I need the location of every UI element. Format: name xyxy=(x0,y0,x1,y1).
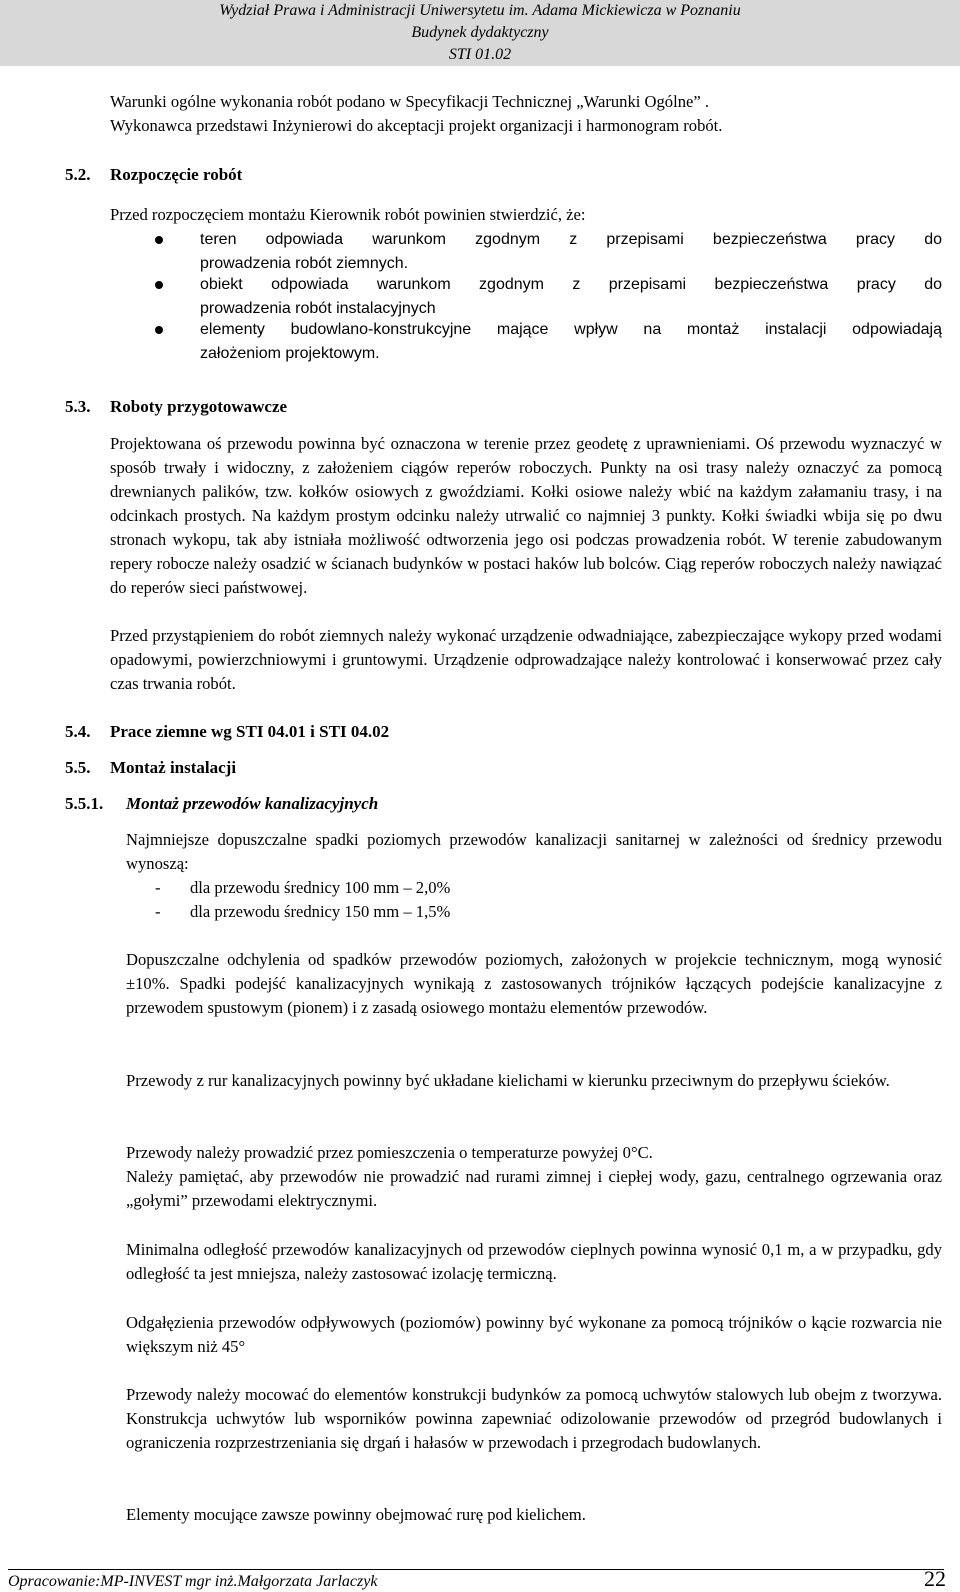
intro-line-1: Warunki ogólne wykonania robót podano w Specyfikacji Technicznej „Warunki Ogólne” . xyxy=(110,92,710,111)
footer-divider xyxy=(8,1569,944,1570)
list-dash: - xyxy=(155,902,161,921)
bullet-2-line-1: obiekt odpowiada warunkom zgodnym z przepisami bezpieczeństwa pracy do xyxy=(200,276,942,293)
section-5-5-1-number: 5.5.1. xyxy=(65,794,104,813)
header-spec-code: STI 01.02 xyxy=(448,46,512,63)
section-5-2-number: 5.2. xyxy=(65,165,91,184)
bullet-3-line-2: założeniom projektowym. xyxy=(200,345,380,362)
header-institution: Wydział Prawa i Administracji Uniwersytetu im. Adama Mickiewicza w Poznaniu xyxy=(219,2,741,19)
list-item: dla przewodu średnicy 150 mm – 1,5% xyxy=(190,902,451,921)
footer-author: Opracowanie:MP-INVEST mgr inż.Małgorzata Jarlaczyk xyxy=(8,1573,378,1590)
page-number: 22 xyxy=(924,1566,946,1591)
section-5-4-title: Prace ziemne wg STI 04.01 i STI 04.02 xyxy=(110,722,390,741)
section-5-2-title: Rozpoczęcie robót xyxy=(110,165,243,184)
section-5-5-1-para-8: Elementy mocujące zawsze powinny obejmować rurę pod kielichem. xyxy=(126,1505,586,1524)
list-dash: - xyxy=(155,878,161,897)
section-5-5-1-para-2: Dopuszczalne odchylenia od spadków przewodów poziomych, założonych w projekcie technicznym, mogą wynosić ±10%. Spadki podejść kanalizacyjnych wynikają z zastosowanych trójników łączących podejście kanalizacyjne z przewodem spustowym (pionem) i z zasadą osiowego montażu elementów przewodów. xyxy=(126,950,942,1017)
section-5-3-number: 5.3. xyxy=(65,397,91,416)
section-5-5-number: 5.5. xyxy=(65,758,91,777)
section-5-4-number: 5.4. xyxy=(65,722,91,741)
section-5-3-para-2: Przed przystąpieniem do robót ziemnych należy wykonać urządzenie odwadniające, zabezpieczające wykopy przed wodami opadowymi, powierzchniowymi i gruntowymi. Urządzenie odprowadzające należy kontrolować i konserwować przez cały czas trwania robót. xyxy=(110,626,942,693)
bullet-2-icon xyxy=(155,281,163,289)
intro-line-2: Wykonawca przedstawi Inżynierowi do akceptacji projekt organizacji i harmonogram robót. xyxy=(110,116,723,135)
header-building: Budynek dydaktyczny xyxy=(411,24,549,41)
section-5-5-1-title: Montaż przewodów kanalizacyjnych xyxy=(126,794,379,813)
section-5-3-para-1: Projektowana oś przewodu powinna być oznaczona w terenie przez geodetę z uprawnieniami. Oś przewodu wyznaczyć w sposób trwały i widoczny, z założeniem ciągów reperów roboczych. Punkty na osi trasy należy oznaczyć za pomocą drewnianych palików, tzw. kołków osiowych z gwoździami. Kołki osiowe należy wbić na każdym załamaniu trasy, i na odcinkach prostych. Na każdym prostym odcinku należy utrwalić co najmniej 3 punkty. Kołki świadki wbija się po dwu stronach wykopu, tak aby istniała możliwość odtworzenia jego osi podczas prowadzenia robót. W terenie zabudowanym repery robocze należy osadzić w ścianach budynków w postaci haków lub bolców. Ciąg reperów roboczych należy nawiązać do reperów sieci państwowej. xyxy=(110,434,942,597)
section-5-2-lead: Przed rozpoczęciem montażu Kierownik robót powinien stwierdzić, że: xyxy=(110,205,586,224)
section-5-5-1-para-4a: Przewody należy prowadzić przez pomieszczenia o temperaturze powyżej 0°C. xyxy=(126,1143,653,1162)
bullet-2-line-2: prowadzenia robót instalacyjnych xyxy=(200,300,436,317)
section-5-5-1-para-3: Przewody z rur kanalizacyjnych powinny być układane kielichami w kierunku przeciwnym do przepływu ścieków. xyxy=(126,1071,890,1090)
page-header xyxy=(0,0,960,66)
bullet-1-line-1: teren odpowiada warunkom zgodnym z przepisami bezpieczeństwa pracy do xyxy=(200,231,942,248)
bullet-3-line-1: elementy budowlano-konstrukcyjne mające wpływ na montaż instalacji odpowiadają xyxy=(200,321,942,338)
bullet-3-icon xyxy=(155,326,163,334)
section-5-3-title: Roboty przygotowawcze xyxy=(110,397,288,416)
section-5-5-1-para-1: Najmniejsze dopuszczalne spadki poziomych przewodów kanalizacji sanitarnej w zależności od średnicy przewodu wynoszą: xyxy=(126,830,942,873)
section-5-5-title: Montaż instalacji xyxy=(110,758,237,777)
section-5-5-1-para-4b: Należy pamiętać, aby przewodów nie prowadzić nad rurami zimnej i ciepłej wody, gazu, centralnego ogrzewania oraz „gołymi” przewodami elektrycznymi. xyxy=(126,1167,942,1210)
bullet-1-line-2: prowadzenia robót ziemnych. xyxy=(200,255,409,272)
bullet-1-icon xyxy=(155,236,163,244)
section-5-5-1-para-7: Przewody należy mocować do elementów konstrukcji budynków za pomocą uchwytów stalowych lub obejm z tworzywa. Konstrukcja uchwytów lub wsporników powinna zapewniać odizolowanie przewodów od przegród budowlanych i ograniczenia rozprzestrzeniania się drgań i hałasów w przewodach i przegrodach budowlanych. xyxy=(126,1385,942,1452)
list-item: dla przewodu średnicy 100 mm – 2,0% xyxy=(190,878,451,897)
section-5-5-1-para-6: Odgałęzienia przewodów odpływowych (poziomów) powinny być wykonane za pomocą trójników o kącie rozwarcia nie większym niż 45° xyxy=(126,1313,942,1356)
section-5-5-1-para-5: Minimalna odległość przewodów kanalizacyjnych od przewodów cieplnych powinna wynosić 0,1 m, a w przypadku, gdy odległość ta jest mniejsza, należy zastosować izolację termiczną. xyxy=(126,1240,942,1283)
